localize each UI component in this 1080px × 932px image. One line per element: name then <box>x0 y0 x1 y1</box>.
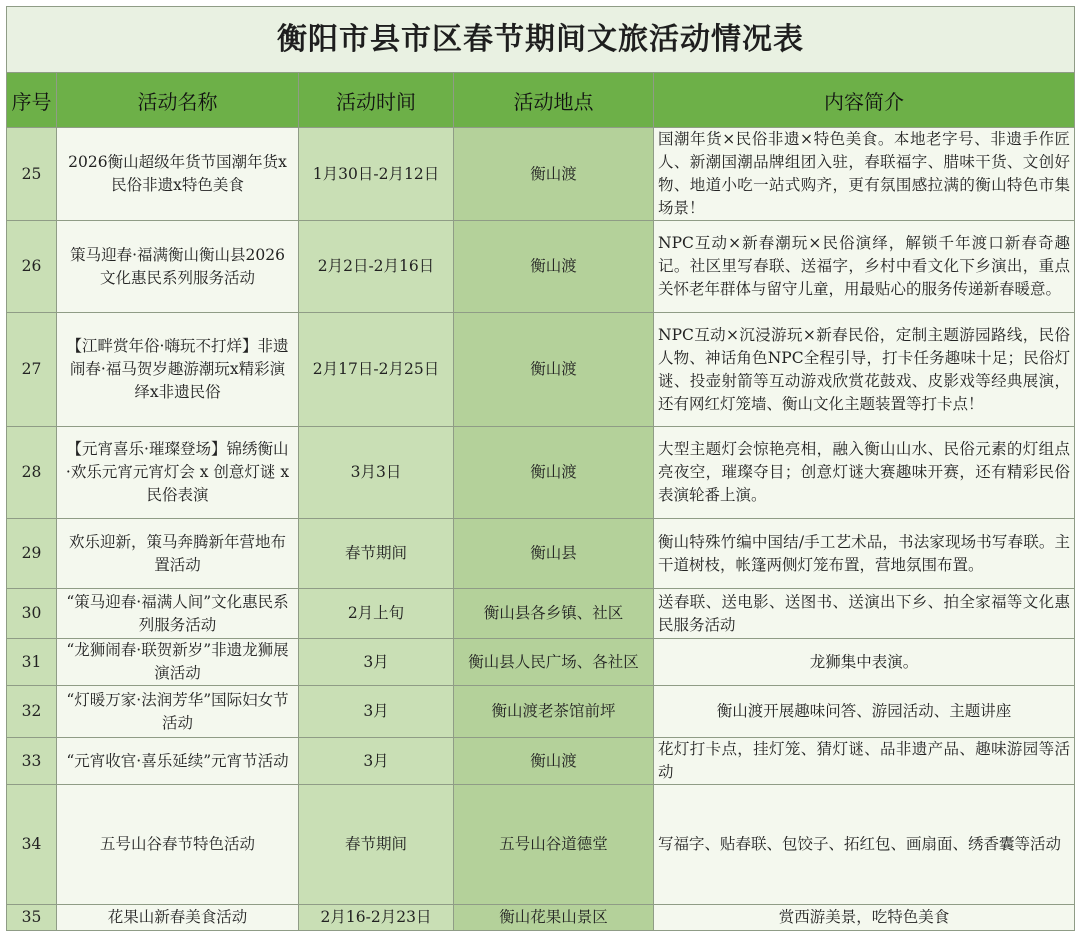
row-time: 3月 <box>299 639 454 686</box>
header-name: 活动名称 <box>57 73 299 128</box>
row-name: 花果山新春美食活动 <box>57 905 299 931</box>
table-title: 衡阳市县市区春节期间文旅活动情况表 <box>7 7 1075 73</box>
row-place: 衡山县人民广场、各社区 <box>454 639 654 686</box>
row-desc: 国潮年货×民俗非遗×特色美食。本地老字号、非遗手作匠人、新潮国潮品牌组团入驻，春联福字、腊味干货、文创好物、地道小吃一站式购齐，更有氛围感拉满的衡山特色市集场景！ <box>654 128 1075 221</box>
header-place: 活动地点 <box>454 73 654 128</box>
row-name: “策马迎春·福满人间”文化惠民系列服务活动 <box>57 589 299 639</box>
table-row <box>7 785 1075 905</box>
activity-table <box>6 6 1075 931</box>
table-row <box>7 519 1075 589</box>
row-time: 2月17日-2月25日 <box>299 313 454 427</box>
row-place: 衡山渡 <box>454 128 654 221</box>
row-time: 2月上旬 <box>299 589 454 639</box>
row-desc: 写福字、贴春联、包饺子、拓红包、画扇面、绣香囊等活动 <box>654 785 1075 905</box>
row-seq: 33 <box>7 738 57 785</box>
row-seq: 34 <box>7 785 57 905</box>
row-desc: 花灯打卡点，挂灯笼、猜灯谜、品非遗产品、趣味游园等活动 <box>654 738 1075 785</box>
row-desc: 衡山特殊竹编中国结/手工艺术品，书法家现场书写春联。主干道树枝，帐篷两侧灯笼布置，营地氛围布置。 <box>654 519 1075 589</box>
row-time: 3月3日 <box>299 427 454 519</box>
row-name: 【江畔赏年俗·嗨玩不打烊】非遗闹春·福马贺岁趣游潮玩x精彩演绎x非遗民俗 <box>57 313 299 427</box>
row-place: 衡山渡老茶馆前坪 <box>454 686 654 738</box>
row-name: “灯暖万家·法润芳华”国际妇女节活动 <box>57 686 299 738</box>
table-row <box>7 128 1075 221</box>
table-row <box>7 221 1075 313</box>
table-row <box>7 589 1075 639</box>
row-seq: 32 <box>7 686 57 738</box>
row-desc: 龙狮集中表演。 <box>654 639 1075 686</box>
row-name: 【元宵喜乐·璀璨登场】锦绣衡山·欢乐元宵元宵灯会 x 创意灯谜 x 民俗表演 <box>57 427 299 519</box>
row-name: 策马迎春·福满衡山衡山县2026文化惠民系列服务活动 <box>57 221 299 313</box>
row-time: 春节期间 <box>299 519 454 589</box>
row-place: 五号山谷道德堂 <box>454 785 654 905</box>
row-name: 欢乐迎新，策马奔腾新年营地布置活动 <box>57 519 299 589</box>
activity-table-sheet <box>6 6 1074 931</box>
row-desc: NPC互动×沉浸游玩×新春民俗，定制主题游园路线，民俗人物、神话角色NPC全程引导，打卡任务趣味十足；民俗灯谜、投壶射箭等互动游戏欣赏花鼓戏、皮影戏等经典展演，还有网红灯笼墙、衡山文化主题装置等打卡点！ <box>654 313 1075 427</box>
row-place: 衡山渡 <box>454 427 654 519</box>
table-row <box>7 905 1075 931</box>
table-row <box>7 738 1075 785</box>
table-row <box>7 427 1075 519</box>
table-row <box>7 686 1075 738</box>
header-time: 活动时间 <box>299 73 454 128</box>
row-name: 五号山谷春节特色活动 <box>57 785 299 905</box>
row-seq: 28 <box>7 427 57 519</box>
row-seq: 31 <box>7 639 57 686</box>
row-seq: 35 <box>7 905 57 931</box>
row-seq: 26 <box>7 221 57 313</box>
row-place: 衡山渡 <box>454 313 654 427</box>
row-name: “元宵收官·喜乐延续”元宵节活动 <box>57 738 299 785</box>
row-time: 3月 <box>299 738 454 785</box>
row-time: 3月 <box>299 686 454 738</box>
table-row <box>7 639 1075 686</box>
row-seq: 25 <box>7 128 57 221</box>
row-desc: 衡山渡开展趣味问答、游园活动、主题讲座 <box>654 686 1075 738</box>
row-name: 2026衡山超级年货节国潮年货x民俗非遗x特色美食 <box>57 128 299 221</box>
row-name: “龙狮闹春·联贺新岁”非遗龙狮展演活动 <box>57 639 299 686</box>
row-place: 衡山渡 <box>454 738 654 785</box>
row-time: 2月16-2月23日 <box>299 905 454 931</box>
row-place: 衡山花果山景区 <box>454 905 654 931</box>
row-seq: 30 <box>7 589 57 639</box>
row-desc: 大型主题灯会惊艳亮相，融入衡山山水、民俗元素的灯组点亮夜空，璀璨夺目；创意灯谜大赛趣味开赛，还有精彩民俗表演轮番上演。 <box>654 427 1075 519</box>
table-row <box>7 313 1075 427</box>
row-desc: NPC互动×新春潮玩×民俗演绎，解锁千年渡口新春奇趣记。社区里写春联、送福字，乡村中看文化下乡演出，重点关怀老年群体与留守儿童，用最贴心的服务传递新春暖意。 <box>654 221 1075 313</box>
row-place: 衡山渡 <box>454 221 654 313</box>
row-time: 1月30日-2月12日 <box>299 128 454 221</box>
header-desc: 内容简介 <box>654 73 1075 128</box>
row-seq: 27 <box>7 313 57 427</box>
row-desc: 赏西游美景，吃特色美食 <box>654 905 1075 931</box>
row-place: 衡山县各乡镇、社区 <box>454 589 654 639</box>
row-seq: 29 <box>7 519 57 589</box>
header-seq: 序号 <box>7 73 57 128</box>
row-place: 衡山县 <box>454 519 654 589</box>
row-time: 春节期间 <box>299 785 454 905</box>
row-desc: 送春联、送电影、送图书、送演出下乡、拍全家福等文化惠民服务活动 <box>654 589 1075 639</box>
row-time: 2月2日-2月16日 <box>299 221 454 313</box>
